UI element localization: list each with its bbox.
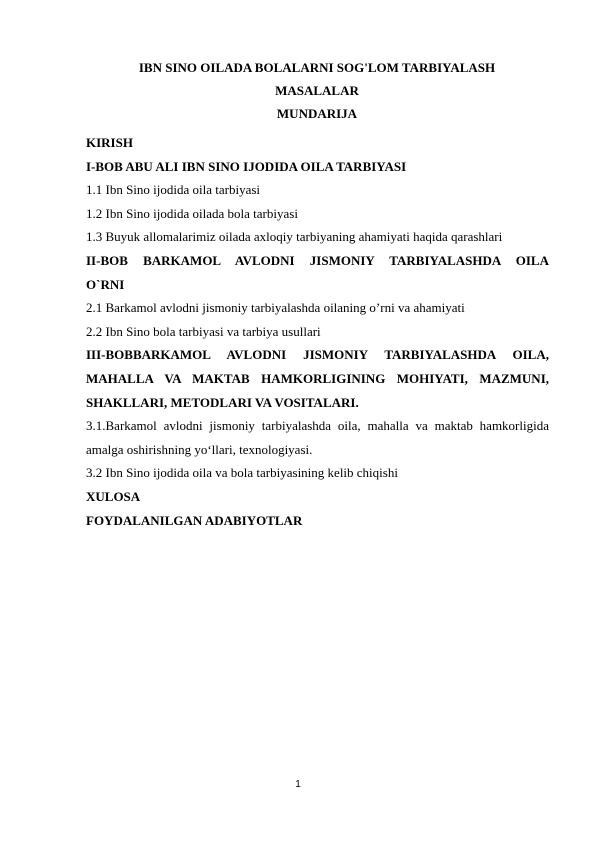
toc-chapter-3-line-3: SHAKLLARI, METODLARI VA VOSITALARI.: [86, 394, 359, 410]
page-number: 1: [295, 779, 301, 790]
toc-section-1-2: 1.2 Ibn Sino ijodida oilada bola tarbiyasi: [86, 205, 298, 221]
title-line-3: MUNDARIJA: [276, 106, 358, 121]
toc-chapter-3-line-2: MAHALLA VA MAKTAB HAMKORLIGINING MOHIYATI, MAZMUNI,: [86, 370, 549, 386]
toc-section-3-1-line-1: 3.1.Barkamol avlodni jismoniy tarbiyalashda oila, mahalla va maktab hamkorligida: [86, 418, 549, 434]
toc-xulosa: XULOSA: [86, 488, 141, 504]
toc-section-3-1-line-2: amalga oshirishning yo‘llari, texnologiyasi.: [86, 441, 313, 457]
toc-foydalanilgan: FOYDALANILGAN ADABIYOTLAR: [86, 512, 303, 528]
title-line-2: MASALALAR: [275, 83, 359, 98]
toc-section-1-1: 1.1 Ibn Sino ijodida oila tarbiyasi: [86, 182, 261, 198]
toc-kirish: KIRISH: [86, 135, 133, 150]
toc-section-2-1: 2.1 Barkamol avlodni jismoniy tarbiyalashda oilaning o’rni va ahamiyati: [86, 300, 465, 316]
title-line-1: IBN SINO OILADA BOLALARNI SOG'LOM TARBIYALASH: [138, 60, 496, 75]
toc-section-2-2: 2.2 Ibn Sino bola tarbiyasi va tarbiya usullari: [86, 323, 321, 339]
table-of-contents: [86, 131, 549, 532]
toc-chapter-1: I-BOB ABU ALI IBN SINO IJODIDA OILA TARBIYASI: [86, 158, 407, 174]
toc-chapter-2-line-2: O`RNI: [86, 276, 125, 292]
toc-chapter-3-line-1: III-BOBBARKAMOL AVLODNI JISMONIY TARBIYALASHDA OILA,: [86, 347, 549, 363]
toc-section-1-3: 1.3 Buyuk allomalarimiz oilada axloqiy tarbiyaning ahamiyati haqida qarashlari: [86, 229, 503, 245]
document-title: [86, 56, 548, 125]
toc-section-3-2: 3.2 Ibn Sino ijodida oila va bola tarbiyasining kelib chiqishi: [86, 465, 398, 481]
toc-chapter-2-line-1: II-BOB BARKAMOL AVLODNI JISMONIY TARBIYALASHDA OILA: [86, 252, 549, 268]
